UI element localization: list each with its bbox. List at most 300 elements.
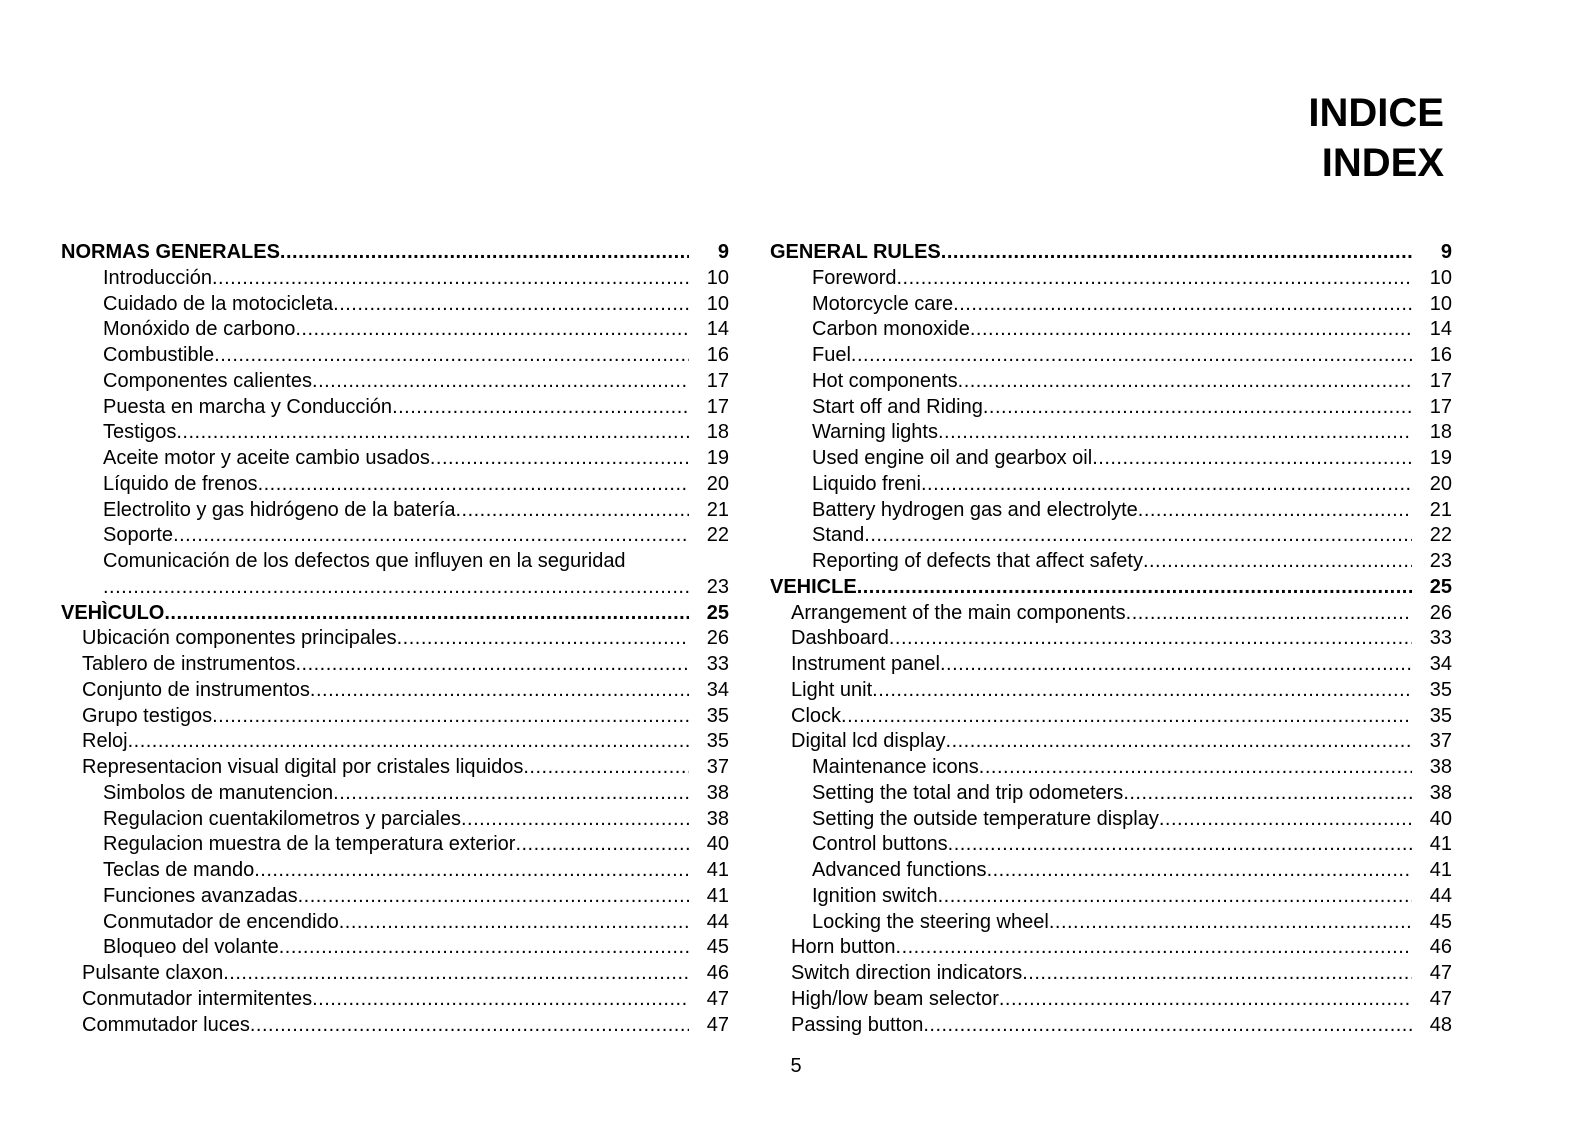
dot-leader [461, 807, 689, 833]
toc-entry-page: 10 [1429, 292, 1452, 315]
toc-entry-leader [770, 240, 1412, 266]
toc-entry-page: 17 [706, 395, 729, 418]
toc-entry [770, 884, 1452, 910]
toc-entry-title: Ignition switch [812, 884, 938, 907]
toc-entry-page: 19 [1429, 447, 1452, 469]
dot-leader [1092, 446, 1412, 472]
toc-entry-title: Maintenance icons [812, 756, 979, 778]
toc-entry-page: 35 [706, 704, 729, 727]
toc-entry [61, 446, 729, 472]
toc-entry-page: 38 [706, 781, 729, 804]
toc-entry [770, 266, 1452, 292]
toc-entry-page: 33 [1429, 627, 1452, 650]
toc-entry [770, 626, 1452, 652]
toc-entry-page: 40 [1429, 807, 1452, 830]
toc-entry-leader [61, 704, 689, 730]
toc-entry-leader [770, 523, 1412, 549]
toc-entry-title: Conjunto de instrumentos [82, 678, 310, 701]
toc-entry-page: 26 [1429, 601, 1452, 624]
dot-leader [953, 292, 1412, 318]
dot-leader [515, 832, 689, 858]
toc-entry [61, 317, 729, 343]
dot-leader [889, 626, 1412, 652]
toc-entry [770, 704, 1452, 730]
toc-entry [61, 498, 729, 524]
dot-leader [173, 523, 689, 549]
toc-entry-title: Tablero de instrumentos [82, 653, 296, 675]
toc-entry [770, 472, 1452, 498]
dot-leader [455, 498, 689, 524]
dot-leader [250, 1013, 689, 1039]
toc-entry-page: 41 [706, 884, 729, 907]
toc-entry-leader [770, 626, 1412, 652]
toc-entry-leader [61, 678, 689, 704]
toc-entry-leader [770, 961, 1412, 987]
dot-leader [333, 781, 689, 807]
dot-leader [223, 961, 689, 987]
toc-entry-title: Líquido de frenos [103, 472, 258, 495]
toc-entry-page: 47 [706, 987, 729, 1010]
toc-entry-page: 17 [1429, 369, 1452, 392]
toc-entry-title: Puesta en marcha y Conducción [103, 395, 393, 418]
toc-entry-page: 10 [706, 292, 729, 315]
toc-entry-leader [61, 935, 689, 961]
toc-entry-page: 16 [706, 344, 729, 366]
toc-entry-title: Funciones avanzadas [103, 884, 298, 907]
toc-entry-page: 23 [706, 575, 729, 598]
toc-entry-leader [770, 781, 1412, 807]
toc-entry-page: 21 [706, 498, 729, 521]
toc-entry-title: Arrangement of the main components [791, 601, 1126, 624]
dot-leader [212, 266, 689, 292]
toc-entry-title: Cuidado de la motocicleta [103, 292, 334, 315]
dot-leader [1143, 549, 1412, 575]
toc-entry-page: 35 [1429, 704, 1452, 727]
toc-entry-page: 38 [1429, 781, 1452, 804]
toc-entry-leader [770, 420, 1412, 446]
toc-entry-leader [61, 266, 689, 292]
toc-entry [61, 961, 729, 987]
toc-entry [770, 395, 1452, 421]
toc-entry-leader [770, 472, 1412, 498]
toc-entry [61, 575, 729, 601]
toc-entry-title: NORMAS GENERALES [61, 241, 280, 263]
toc-entry-leader [770, 858, 1412, 884]
toc-entry-leader [61, 240, 689, 266]
title-spanish: INDICE [1308, 91, 1444, 135]
toc-entry-leader [61, 575, 689, 601]
toc-entry-page: 37 [706, 756, 729, 778]
dot-leader [938, 420, 1412, 446]
toc-entry-page: 38 [1429, 756, 1452, 778]
dot-leader [921, 472, 1412, 498]
toc-entry-leader [61, 446, 689, 472]
toc-entry-title: VEHICLE [770, 575, 857, 598]
toc-entry-leader [61, 781, 689, 807]
dot-leader [923, 1013, 1412, 1039]
toc-entry-page: 14 [1429, 318, 1452, 341]
toc-entry-title: Reloj [82, 730, 128, 753]
toc-entry [770, 832, 1452, 858]
dot-leader [254, 858, 689, 884]
toc-entry-title: Teclas de mando [103, 859, 255, 881]
toc-entry-page: 25 [706, 601, 729, 624]
toc-entry-page: 44 [1429, 884, 1452, 907]
toc-entry-title: Instrument panel [791, 653, 940, 675]
toc-entry [61, 549, 729, 575]
toc-entry-leader [61, 549, 729, 575]
toc-entry-leader [61, 832, 689, 858]
toc-entry [61, 807, 729, 833]
toc-entry-title: Horn button [791, 936, 896, 959]
dot-leader [938, 884, 1412, 910]
toc-entry-page: 25 [1429, 575, 1452, 598]
dot-leader [310, 678, 689, 704]
toc-entry-leader [770, 884, 1412, 910]
dot-leader [1049, 910, 1412, 936]
toc-entry-leader [61, 1013, 689, 1039]
toc-entry-page: 35 [1429, 678, 1452, 701]
toc-entry [770, 987, 1452, 1013]
toc-entry-page: 44 [706, 910, 729, 933]
toc-entry-leader [61, 498, 689, 524]
toc-entry-title: VEHÌCULO [61, 601, 165, 624]
dot-leader [164, 601, 689, 627]
dot-leader [1126, 601, 1412, 627]
toc-entry-leader [61, 369, 689, 395]
toc-entry-page: 41 [706, 859, 729, 881]
toc-entry-page: 45 [706, 936, 729, 959]
toc-entry [770, 343, 1452, 369]
toc-entry-title: Foreword [812, 266, 897, 289]
toc-entry [770, 240, 1452, 266]
toc-entry-title: Used engine oil and gearbox oil [812, 447, 1093, 469]
toc-entry-page: 47 [706, 1013, 729, 1036]
toc-entry-title: Stand [812, 524, 865, 547]
toc-entry [770, 1013, 1452, 1039]
toc-entry [61, 987, 729, 1013]
toc-entry [61, 395, 729, 421]
dot-leader [864, 523, 1412, 549]
toc-entry-page: 10 [1429, 266, 1452, 289]
dot-leader [946, 729, 1412, 755]
dot-leader [258, 472, 689, 498]
toc-entry-page: 35 [706, 730, 729, 753]
toc-entry-page: 26 [706, 627, 729, 650]
dot-leader [1138, 498, 1412, 524]
dot-leader [941, 240, 1412, 266]
toc-entry-leader [61, 420, 689, 446]
toc-entry-page: 23 [1429, 550, 1452, 572]
toc-entry-title: Soporte [103, 524, 174, 547]
dot-leader [948, 832, 1412, 858]
toc-entry-title: High/low beam selector [791, 987, 999, 1010]
toc-entry-leader [61, 884, 689, 910]
toc-entry-leader [770, 987, 1412, 1013]
toc-entry-page: 22 [1429, 524, 1452, 547]
toc-entry-leader [770, 652, 1412, 678]
toc-entry-page: 18 [1429, 421, 1452, 444]
toc-entry [770, 446, 1452, 472]
toc-entry-title: Simbolos de manutencion [103, 781, 334, 804]
dot-leader [279, 935, 689, 961]
toc-entry-leader [61, 729, 689, 755]
toc-entry-title: Testigos [103, 421, 177, 444]
toc-entry-page: 41 [1429, 859, 1452, 881]
toc-entry-title: Representacion visual digital por cristales liquidos [82, 756, 524, 778]
toc-entry-title: Liquido freni [812, 472, 921, 495]
dot-leader [103, 575, 689, 601]
toc-entry [770, 369, 1452, 395]
dot-leader [841, 704, 1412, 730]
dot-leader [295, 652, 689, 678]
title-english: INDEX [1321, 141, 1444, 185]
toc-entry-title: Setting the outside temperature display [812, 807, 1159, 830]
toc-entry-page: 47 [1429, 962, 1452, 984]
toc-entry [61, 678, 729, 704]
toc-entry-title: Ubicación componentes principales [82, 627, 397, 650]
toc-entry [61, 266, 729, 292]
toc-entry-leader [61, 343, 689, 369]
dot-leader [280, 240, 689, 266]
dot-leader [983, 395, 1412, 421]
dot-leader [214, 343, 689, 369]
toc-entry-title: Advanced functions [812, 859, 987, 881]
toc-entry-leader [61, 807, 689, 833]
toc-entry-leader [61, 395, 689, 421]
dot-leader [212, 704, 689, 730]
dot-leader [851, 343, 1412, 369]
toc-entry [770, 498, 1452, 524]
toc-entry-leader [61, 472, 689, 498]
toc-entry-leader [770, 704, 1412, 730]
toc-entry-page: 10 [706, 266, 729, 289]
toc-entry-leader [770, 832, 1412, 858]
toc-entry-title: Conmutador intermitentes [82, 987, 313, 1010]
toc-entry [61, 935, 729, 961]
toc-entry-title: Conmutador de encendido [103, 910, 339, 933]
toc-entry-title: Start off and Riding [812, 395, 983, 418]
toc-entry-page: 16 [1429, 344, 1452, 366]
dot-leader [999, 987, 1412, 1013]
toc-entry [61, 704, 729, 730]
toc-entry-title: GENERAL RULES [770, 241, 941, 263]
toc-entry-leader [770, 369, 1412, 395]
toc-entry [61, 369, 729, 395]
toc-entry [770, 575, 1452, 601]
toc-entry-title: Dashboard [791, 627, 889, 650]
toc-entry-page: 34 [706, 678, 729, 701]
dot-leader [1022, 961, 1412, 987]
toc-entry [61, 240, 729, 266]
toc-entry [61, 910, 729, 936]
toc-entry-title: Warning lights [812, 421, 938, 444]
toc-entry-page: 34 [1429, 653, 1452, 675]
page-number: 5 [790, 1055, 802, 1077]
toc-entry [61, 858, 729, 884]
toc-entry-leader [770, 678, 1412, 704]
toc-entry [61, 1013, 729, 1039]
toc-entry-leader [770, 729, 1412, 755]
toc-entry [61, 472, 729, 498]
toc-entry-leader [770, 935, 1412, 961]
toc-entry-title: Comunicación de los defectos que influyen en la seguridad [103, 550, 626, 572]
dot-leader [940, 652, 1412, 678]
toc-entry-page: 46 [1429, 936, 1452, 959]
toc-entry [770, 858, 1452, 884]
toc-entry-page: 20 [706, 472, 729, 495]
toc-entry-leader [770, 498, 1412, 524]
toc-entry-leader [770, 317, 1412, 343]
toc-entry-leader [61, 317, 689, 343]
toc-entry-leader [770, 601, 1412, 627]
dot-leader [958, 369, 1412, 395]
toc-entry-leader [770, 343, 1412, 369]
toc-entry [61, 292, 729, 318]
toc-entry-page: 37 [1429, 730, 1452, 753]
toc-entry-title: Introducción [103, 266, 212, 289]
toc-entry-leader [61, 626, 689, 652]
dot-leader [430, 446, 689, 472]
dot-leader [176, 420, 689, 446]
toc-entry [770, 317, 1452, 343]
toc-entry-title: Carbon monoxide [812, 318, 970, 341]
toc-entry-title: Switch direction indicators [791, 962, 1023, 984]
toc-entry-page: 41 [1429, 833, 1452, 856]
dot-leader [312, 987, 689, 1013]
toc-entry [770, 935, 1452, 961]
toc-entry [61, 884, 729, 910]
toc-entry-leader [61, 292, 689, 318]
dot-leader [298, 884, 689, 910]
toc-entry-page: 20 [1429, 472, 1452, 495]
toc-entry-title: Electrolito y gas hidrógeno de la batería [103, 498, 456, 521]
toc-entry-title: Battery hydrogen gas and electrolyte [812, 498, 1138, 521]
toc-entry-leader [61, 858, 689, 884]
toc-entry-page: 47 [1429, 987, 1452, 1010]
toc-entry-page: 22 [706, 524, 729, 547]
toc-entry-title: Monóxido de carbono [103, 318, 296, 341]
toc-entry-page: 48 [1429, 1013, 1452, 1036]
toc-entry-title: Digital lcd display [791, 730, 946, 753]
toc-entry-title: Light unit [791, 678, 873, 701]
dot-leader [896, 935, 1412, 961]
dot-leader [295, 317, 689, 343]
toc-entry-page: 19 [706, 447, 729, 469]
toc-entry [770, 755, 1452, 781]
toc-entry-leader [770, 575, 1412, 601]
toc-entry-page: 40 [706, 833, 729, 856]
toc-entry [770, 961, 1452, 987]
toc-entry [61, 420, 729, 446]
spanish-index-column [61, 240, 729, 1038]
toc-entry [770, 910, 1452, 936]
toc-entry-title: Setting the total and trip odometers [812, 781, 1124, 804]
dot-leader [392, 395, 689, 421]
dot-leader [333, 292, 689, 318]
toc-entry-title: Combustible [103, 344, 215, 366]
toc-entry-title: Motorcycle care [812, 292, 954, 315]
toc-entry [61, 832, 729, 858]
toc-entry-page: 14 [706, 318, 729, 341]
toc-entry-page: 21 [1429, 498, 1452, 521]
toc-entry [61, 729, 729, 755]
toc-entry [61, 755, 729, 781]
toc-entry-leader [770, 755, 1412, 781]
toc-entry [61, 523, 729, 549]
toc-entry-title: Fuel [812, 344, 851, 366]
toc-entry-page: 17 [1429, 395, 1452, 418]
toc-entry-title: Aceite motor y aceite cambio usados [103, 447, 430, 469]
toc-entry [61, 601, 729, 627]
toc-entry [770, 729, 1452, 755]
toc-entry [61, 626, 729, 652]
toc-entry-page: 46 [706, 962, 729, 984]
toc-entry [770, 652, 1452, 678]
toc-entry-title: Locking the steering wheel [812, 910, 1049, 933]
toc-entry [770, 292, 1452, 318]
page-titles [1308, 88, 1444, 188]
toc-entry [770, 807, 1452, 833]
toc-entry [61, 652, 729, 678]
dot-leader [1123, 781, 1412, 807]
toc-entry [770, 523, 1452, 549]
toc-entry-title: Bloqueo del volante [103, 936, 279, 959]
toc-entry-leader [61, 652, 689, 678]
dot-leader [397, 626, 689, 652]
toc-entry-leader [770, 266, 1412, 292]
dot-leader [970, 317, 1412, 343]
dot-leader [128, 729, 689, 755]
toc-entry-page: 45 [1429, 910, 1452, 933]
toc-entry-title: Control buttons [812, 833, 948, 856]
dot-leader [987, 858, 1412, 884]
toc-entry-leader [770, 549, 1412, 575]
dot-leader [872, 678, 1412, 704]
toc-entry-leader [61, 755, 689, 781]
toc-entry-page: 9 [1440, 241, 1452, 263]
toc-entry-title: Reporting of defects that affect safety [812, 550, 1143, 572]
toc-entry-page: 9 [717, 241, 729, 263]
dot-leader [523, 755, 689, 781]
toc-entry [770, 549, 1452, 575]
dot-leader [857, 575, 1412, 601]
toc-entry-title: Pulsante claxon [82, 962, 224, 984]
toc-entry [61, 343, 729, 369]
toc-entry [770, 420, 1452, 446]
dot-leader [1159, 807, 1412, 833]
toc-entry-page: 17 [706, 369, 729, 392]
toc-entry-leader [61, 961, 689, 987]
toc-entry-title: Commutador luces [82, 1013, 250, 1036]
toc-entry [61, 781, 729, 807]
dot-leader [896, 266, 1412, 292]
english-index-column [770, 240, 1452, 1038]
toc-entry-title: Componentes calientes [103, 369, 313, 392]
toc-entry-title: Regulacion cuentakilometros y parciales [103, 807, 461, 830]
toc-entry-title: Passing button [791, 1013, 924, 1036]
toc-entry [770, 781, 1452, 807]
toc-entry-leader [61, 987, 689, 1013]
toc-entry [770, 678, 1452, 704]
toc-entry-leader [770, 1013, 1412, 1039]
toc-entry-leader [770, 807, 1412, 833]
dot-leader [312, 369, 689, 395]
toc-entry-page: 18 [706, 421, 729, 444]
dot-leader [339, 910, 689, 936]
toc-entry-page: 33 [706, 653, 729, 675]
toc-entry-leader [61, 601, 689, 627]
